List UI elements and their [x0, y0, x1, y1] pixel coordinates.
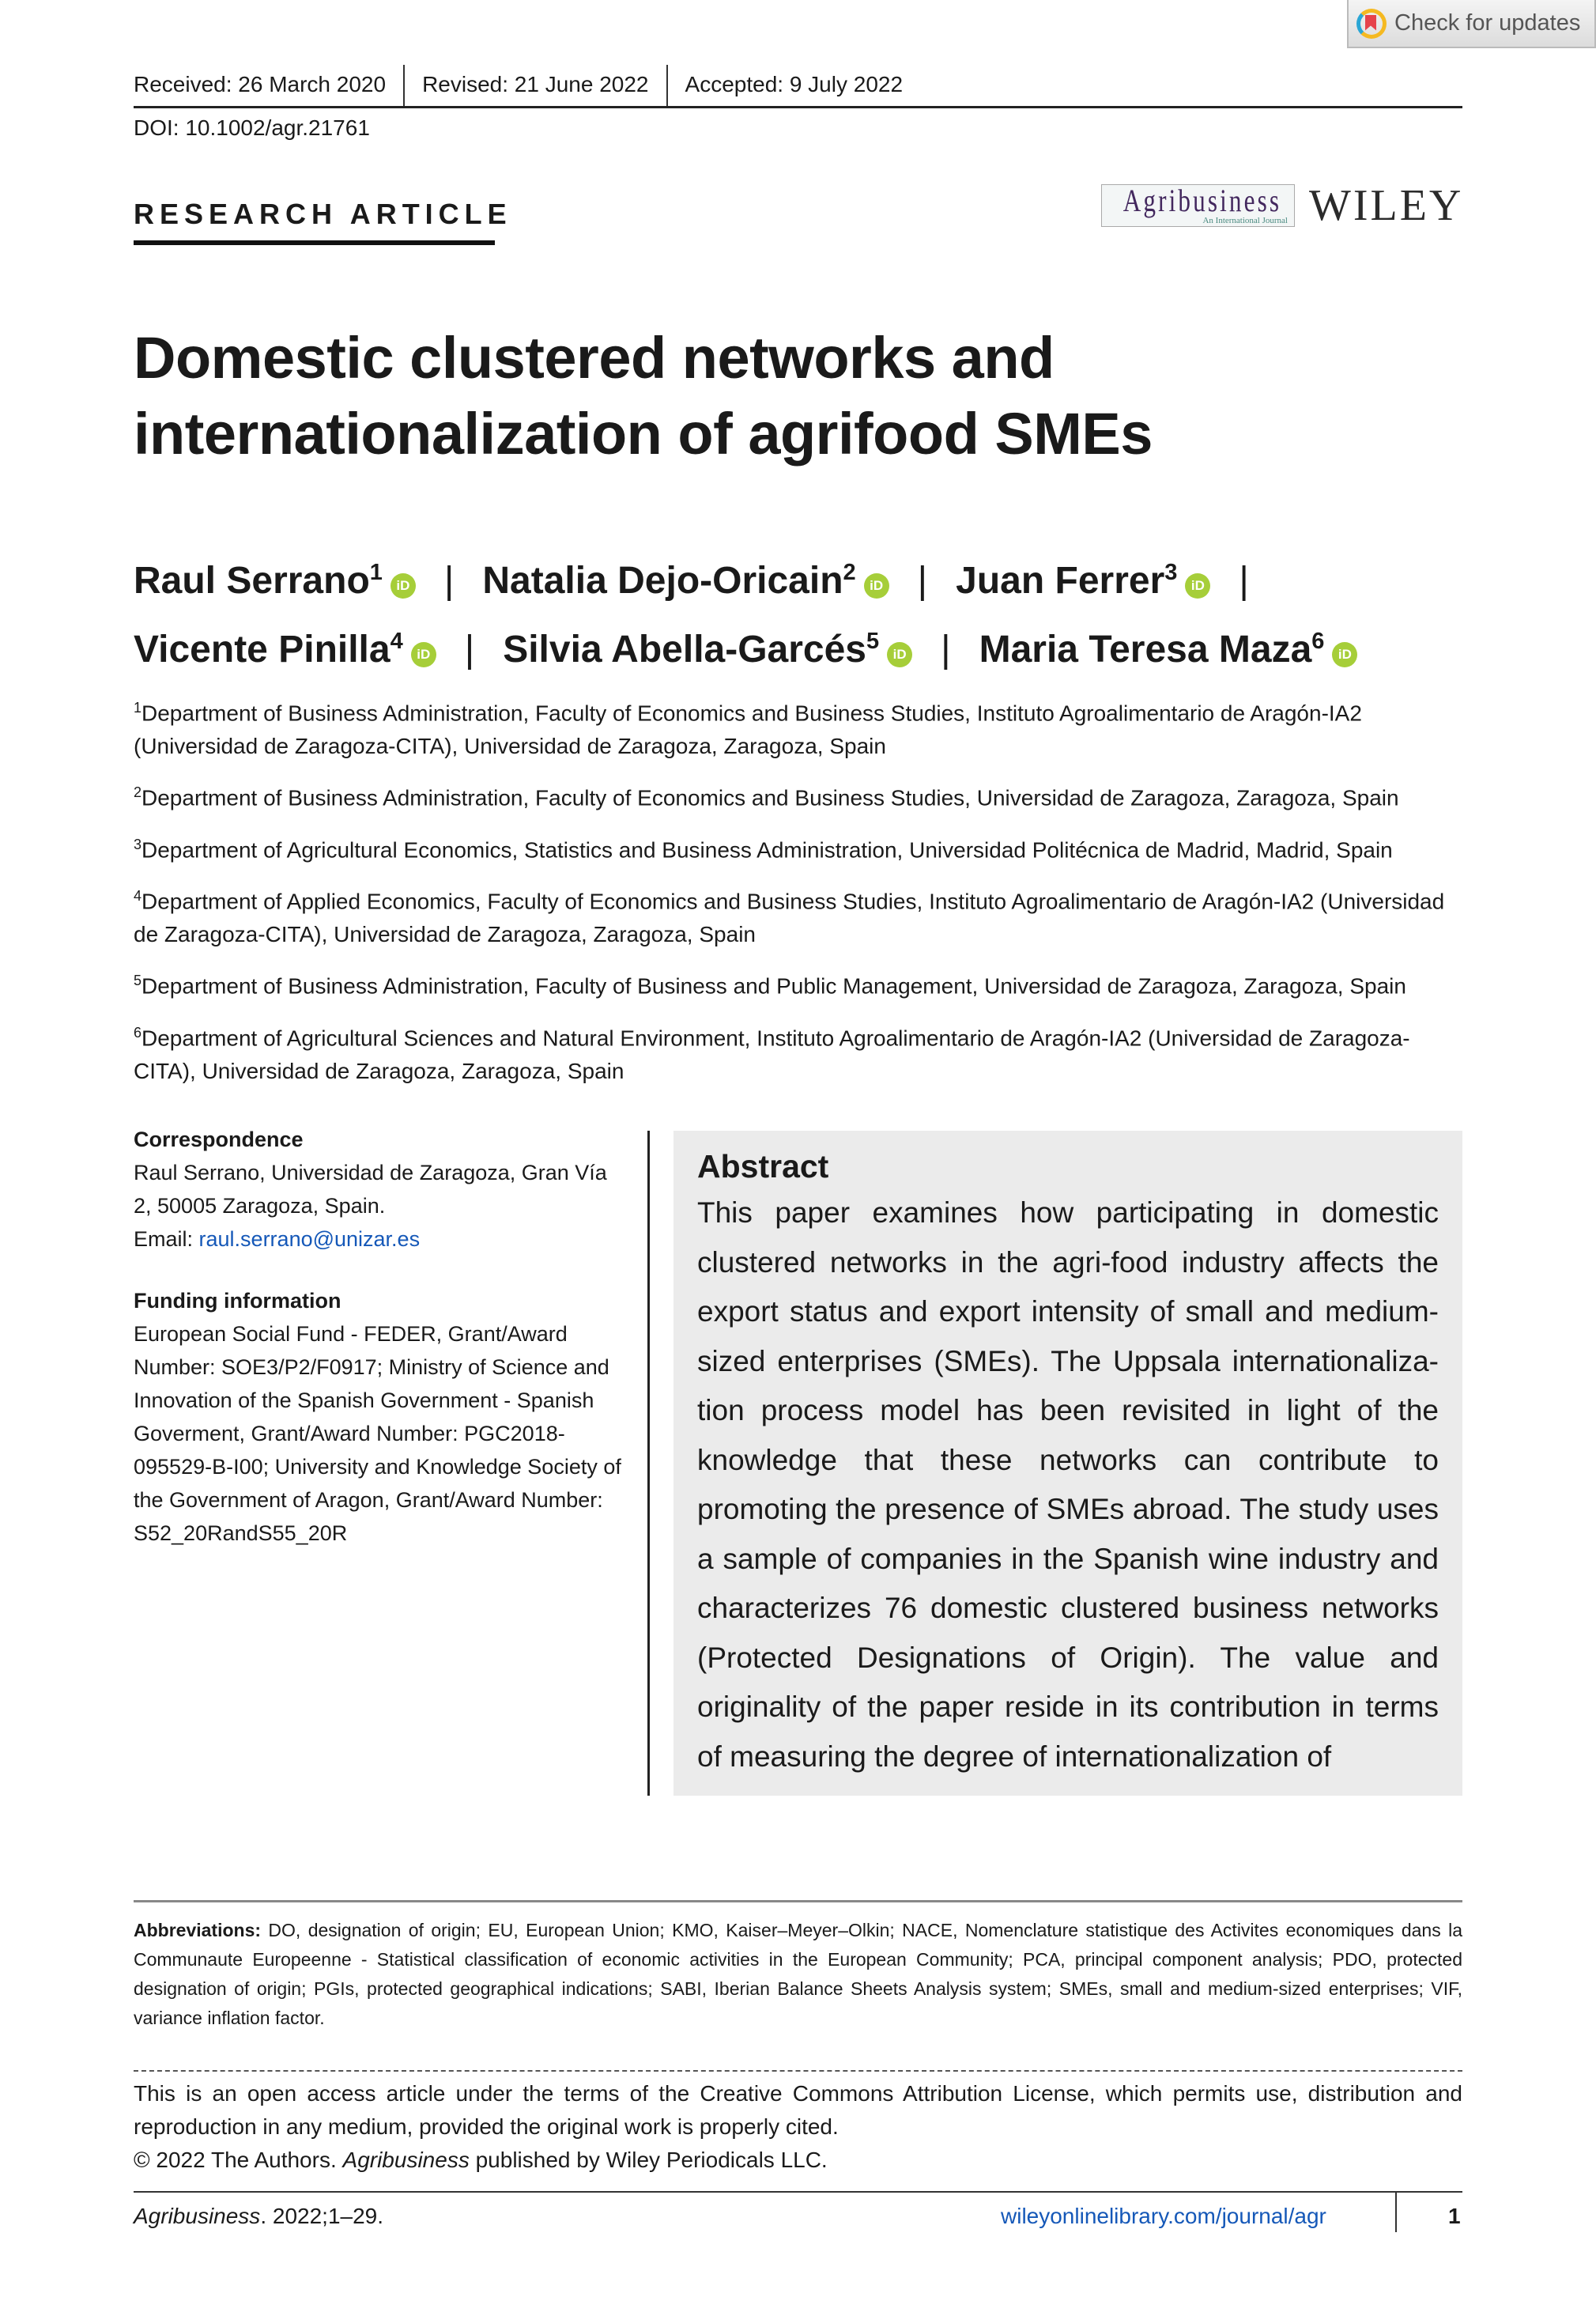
- abbreviations-label: Abbreviations:: [134, 1920, 262, 1940]
- orcid-icon[interactable]: iD: [1332, 642, 1357, 667]
- author-name: Silvia Abella-Garcés: [503, 629, 866, 671]
- publisher-logo: WILEY: [1309, 181, 1464, 230]
- footer-citation-text: . 2022;1–29.: [260, 2204, 384, 2228]
- author-affiliation-number: 4: [390, 629, 403, 654]
- author-separator: |: [464, 629, 475, 671]
- doi: DOI: 10.1002/agr.21761: [134, 115, 370, 140]
- author-name: Raul Serrano: [134, 560, 370, 602]
- email-label: Email:: [134, 1227, 199, 1251]
- article-title: [134, 320, 1319, 472]
- author-separator: |: [917, 560, 928, 602]
- affiliation-number: 4: [134, 887, 142, 904]
- footer-citation: [134, 2204, 383, 2229]
- copyright-suffix: published by Wiley Periodicals LLC.: [469, 2148, 828, 2172]
- column-divider: [647, 1131, 650, 1796]
- correspondence-heading: Correspondence: [134, 1128, 304, 1151]
- abstract-box: [673, 1131, 1462, 1796]
- affiliation: [134, 776, 1470, 814]
- accepted-date: Accepted: 9 July 2022: [666, 65, 921, 106]
- license-text: This is an open access article under the terms of the Creative Commons Attribution License, which permits use, distribution and reproduction in any medium, provided the original work is properly cited.: [134, 2081, 1462, 2139]
- footer-journal: Agribusiness: [134, 2204, 261, 2228]
- author-affiliation-number: 2: [843, 560, 856, 585]
- abstract-heading: Abstract: [697, 1148, 829, 1184]
- orcid-icon[interactable]: iD: [887, 642, 912, 667]
- affiliation: [134, 964, 1470, 1003]
- author-list: [134, 542, 1477, 680]
- email-link[interactable]: raul.serrano@unizar.es: [198, 1227, 421, 1251]
- affiliation-number: 1: [134, 700, 142, 716]
- title-line-1: Domestic clustered networks and: [134, 325, 1055, 391]
- license-divider: [134, 2070, 1462, 2072]
- author-name: Maria Teresa Maza: [979, 629, 1312, 671]
- author[interactable]: [134, 560, 416, 602]
- author-separator: |: [443, 560, 455, 602]
- affiliation: [134, 828, 1470, 867]
- affiliation-number: 5: [134, 973, 142, 989]
- journal-logo: [1101, 184, 1295, 227]
- affiliation-number: 6: [134, 1024, 142, 1041]
- author-affiliation-number: 5: [866, 629, 880, 654]
- orcid-icon[interactable]: iD: [1185, 573, 1210, 599]
- journal-website-link[interactable]: wileyonlinelibrary.com/journal/agr: [1001, 2204, 1326, 2228]
- affiliations: [134, 691, 1470, 1101]
- correspondence-address: Raul Serrano, Universidad de Zaragoza, Gran Vía 2, 50005 Zaragoza, Spain.: [134, 1161, 607, 1218]
- abbreviations-text: DO, designation of origin; EU, European Union; KMO, Kaiser–Meyer–Olkin; NACE, Nomenclature statistique des Activites economiques dans la Communaute Europeenne - Statistical classification of economic activities in the European Community; PCA, principal component analysis; PDO, protected designation of origin; PGIs, protected geographical indications; SABI, Iberian Balance Sheets Analysis system; SMEs, small and medium-sized enterprises; VIF, variance inflation factor.: [134, 1920, 1462, 2028]
- crossmark-icon: [1356, 9, 1387, 39]
- affiliation-text: Department of Business Administration, Faculty of Economics and Business Studies, Universidad de Zaragoza, Zaragoza, Spain: [141, 785, 1399, 810]
- author-name: Natalia Dejo-Oricain: [482, 560, 843, 602]
- affiliation-number: 3: [134, 836, 142, 852]
- affiliation: [134, 1016, 1470, 1088]
- affiliation-text: Department of Agricultural Sciences and Natural Environment, Instituto Agroalimentario de Aragón-IA2 (Universidad de Zaragoza-CITA), Universidad de Zaragoza, Zaragoza, Spain: [134, 1025, 1410, 1083]
- revised-date: Revised: 21 June 2022: [403, 65, 666, 106]
- article-dates: [134, 65, 1462, 108]
- author[interactable]: [956, 560, 1210, 602]
- article-type: RESEARCH ARTICLE: [134, 198, 512, 230]
- abstract-text: This paper examines how participating in domestic clustered networks in the agri-food industry affects the export status and export intensity of small and medium-sized enterprises (SMEs). The Uppsala internationaliza-tion process model has been revisited in light of the knowledge that these networks can contribute to promoting the presence of SMEs abroad. The study uses a sample of companies in the Spanish wine industry and characterizes 76 domestic clustered business networks (Protected Designations of Origin). The value and originality of the paper reside in its contribution in terms of measuring the degree of internationalization of: [697, 1196, 1439, 1773]
- footer-divider: [134, 2191, 1462, 2193]
- copyright-journal: Agribusiness: [342, 2148, 470, 2172]
- license-notice: [134, 2077, 1462, 2177]
- footer-vertical-divider: [1395, 2191, 1397, 2232]
- author[interactable]: [503, 629, 912, 671]
- author-name: Juan Ferrer: [956, 560, 1165, 602]
- title-line-2: internationalization of agrifood SMEs: [134, 401, 1153, 467]
- copyright-prefix: © 2022 The Authors.: [134, 2148, 343, 2172]
- affiliation-text: Department of Business Administration, Faculty of Economics and Business Studies, Instituto Agroalimentario de Aragón-IA2 (Universidad de Zaragoza-CITA), Universidad de Zaragoza, Zaragoza, Spain: [134, 701, 1362, 759]
- affiliation-number: 2: [134, 784, 142, 801]
- article-type-underline: [134, 240, 495, 245]
- orcid-icon[interactable]: iD: [391, 573, 416, 599]
- orcid-icon[interactable]: iD: [411, 642, 436, 667]
- check-for-updates-label: Check for updates: [1394, 10, 1581, 36]
- article-info-column: [134, 1123, 628, 1578]
- author-affiliation-number: 1: [369, 560, 383, 585]
- affiliation: [134, 879, 1470, 951]
- journal-logo-subtitle: An International Journal: [1202, 216, 1288, 225]
- abbreviations: [134, 1916, 1462, 2033]
- page-number: 1: [1448, 2204, 1461, 2228]
- footnote-divider: [134, 1900, 1462, 1902]
- author[interactable]: [979, 629, 1358, 671]
- author-name: Vicente Pinilla: [134, 629, 391, 671]
- check-for-updates-button[interactable]: [1347, 0, 1596, 48]
- author-separator: |: [941, 629, 951, 671]
- author[interactable]: [134, 629, 436, 671]
- funding-heading: Funding information: [134, 1289, 341, 1313]
- affiliation-text: Department of Agricultural Economics, Statistics and Business Administration, Universidad Politécnica de Madrid, Madrid, Spain: [141, 837, 1393, 862]
- orcid-icon[interactable]: iD: [864, 573, 889, 599]
- received-date: Received: 26 March 2020: [134, 72, 387, 96]
- affiliation-text: Department of Applied Economics, Faculty of Economics and Business Studies, Instituto Agroalimentario de Aragón-IA2 (Universidad de Zaragoza-CITA), Universidad de Zaragoza, Zaragoza, Spain: [134, 889, 1445, 947]
- author-affiliation-number: 6: [1311, 629, 1325, 654]
- author-separator: |: [1239, 560, 1249, 602]
- author[interactable]: [482, 560, 889, 602]
- author-affiliation-number: 3: [1164, 560, 1178, 585]
- copyright: [134, 2144, 1462, 2177]
- affiliation: [134, 691, 1470, 763]
- correspondence-text: [134, 1156, 628, 1256]
- affiliation-text: Department of Business Administration, Faculty of Business and Public Management, Universidad de Zaragoza, Zaragoza, Spain: [141, 973, 1406, 999]
- journal-logo-text: Agribusiness: [1122, 183, 1282, 218]
- funding-text: European Social Fund - FEDER, Grant/Award Number: SOE3/P2/F0917; Ministry of Science and Innovation of the Spanish Government - Spanish Goverment, Grant/Award Number: PGC2018-095529-B-I00; University and Knowledge Society of the Government of Aragon, Grant/Award Number: S52_20RandS55_20R: [134, 1322, 621, 1545]
